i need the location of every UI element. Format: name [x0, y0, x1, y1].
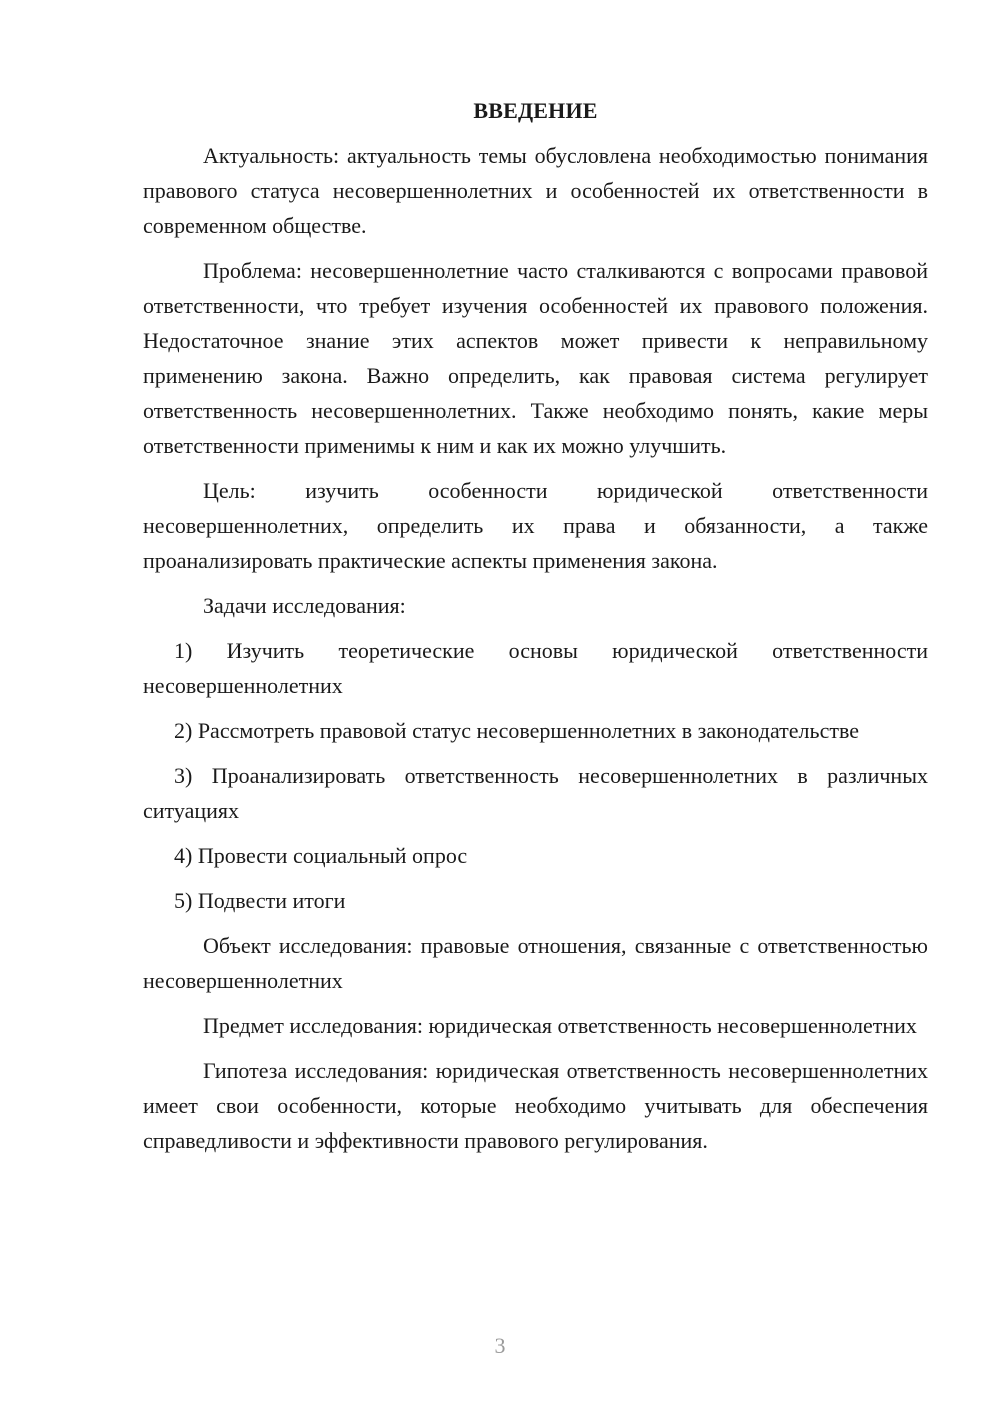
subject-paragraph: Предмет исследования: юридическая ответственность несовершеннолетних: [203, 1013, 917, 1038]
task-item-2: 2) Рассмотреть правовой статус несовершеннолетних в законодательстве: [174, 718, 859, 743]
task-item-5: 5) Подвести итоги: [174, 888, 346, 913]
problem-paragraph: Проблема: несовершеннолетние часто сталкиваются с вопросами правовой ответственности, что требует изучения особенностей их правового положения. Недостаточное знание этих аспектов может привести к неправильному применению закона. Важно определить, как правовая система регулирует ответственность несовершеннолетних. Также необходимо понять, какие меры ответственности применимы к ним и как их можно улучшить.: [143, 258, 928, 458]
object-paragraph: Объект исследования: правовые отношения, связанные с ответственностью несовершеннолетних: [143, 933, 928, 993]
goal-paragraph: Цель: изучить особенности юридической ответственности несовершеннолетних, определить их права и обязанности, а также проанализировать практические аспекты применения закона.: [143, 478, 928, 573]
document-body: [143, 96, 928, 1168]
tasks-heading: Задачи исследования:: [203, 593, 406, 618]
task-item-3: 3) Проанализировать ответственность несовершеннолетних в различных ситуациях: [143, 763, 928, 823]
relevance-paragraph: Актуальность: актуальность темы обусловлена необходимостью понимания правового статуса несовершеннолетних и особенностей их ответственности в современном обществе.: [143, 143, 928, 238]
page-number: 3: [494, 1333, 506, 1358]
section-title: ВВЕДЕНИЕ: [473, 98, 598, 123]
task-item-4: 4) Провести социальный опрос: [174, 843, 468, 868]
task-item-1: 1) Изучить теоретические основы юридической ответственности несовершеннолетних: [143, 638, 928, 698]
hypothesis-paragraph: Гипотеза исследования: юридическая ответственность несовершеннолетних имеет свои особенности, которые необходимо учитывать для обеспечения справедливости и эффективности правового регулирования.: [143, 1058, 928, 1153]
